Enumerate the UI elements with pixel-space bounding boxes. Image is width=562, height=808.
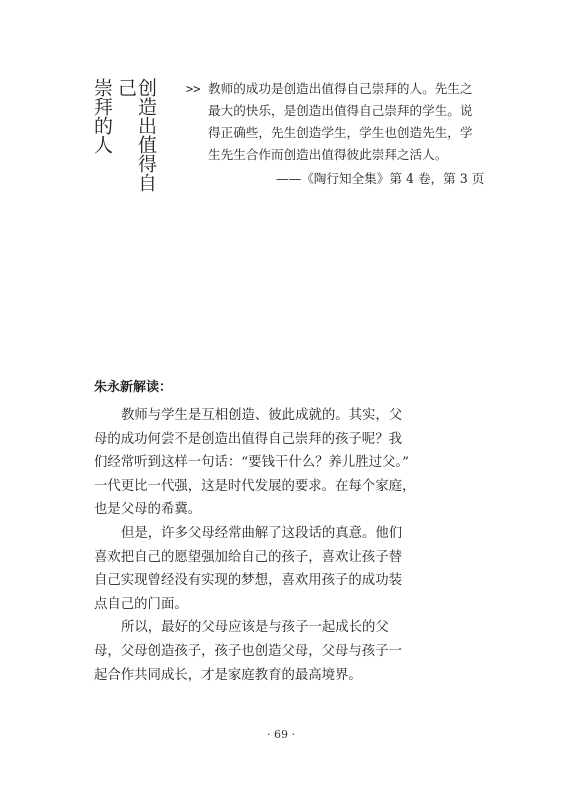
vertical-title <box>90 78 157 208</box>
paragraph-line: 也是父母的希冀。 <box>94 502 202 518</box>
quote-line: 得正确些，先生创造学生，学生也创造先生，学 <box>208 125 473 140</box>
commentary-heading: 朱永新解读： <box>94 380 173 395</box>
commentary-paragraph-3 <box>94 616 434 687</box>
paragraph-line: 们经常听到这样一句话：“要钱干什么？养儿胜过父。” <box>94 455 409 471</box>
quote-line: 最大的快乐，是创造出值得自己崇拜的学生。说 <box>208 103 473 118</box>
paragraph-line: 点自己的门面。 <box>94 596 188 612</box>
quote-line: 生先生合作而创造出值得彼此崇拜之活人。 <box>208 147 448 162</box>
commentary <box>94 378 434 687</box>
paragraph-line: 母的成功何尝不是创造出值得自己崇拜的孩子呢？我 <box>94 431 402 447</box>
title-column-1: 创造出值得自己 <box>115 78 157 192</box>
paragraph-line: 起合作共同成长，才是家庭教育的最高境界。 <box>94 667 362 683</box>
title-column-2: 崇拜的人 <box>91 78 113 154</box>
commentary-paragraph-1 <box>94 404 434 522</box>
paragraph-line: 一代更比一代强，这是时代发展的要求。在每个家庭， <box>94 478 416 494</box>
paragraph-line: 母，父母创造孩子，孩子也创造父母，父母与孩子一 <box>94 643 402 659</box>
commentary-paragraph-2 <box>94 522 434 616</box>
page-number: · 69 · <box>267 728 295 741</box>
paragraph-line: 喜欢把自己的愿望强加给自己的孩子，喜欢让孩子替 <box>94 549 402 565</box>
quote-source: ——《陶行知全集》第 4 卷，第 3 页 <box>276 171 485 186</box>
paragraph-line: 所以，最好的父母应该是与孩子一起成长的父 <box>121 620 389 636</box>
quote-marker: >> <box>186 82 201 96</box>
paragraph-line: 教师与学生是互相创造、彼此成就的。其实，父 <box>121 408 403 423</box>
quote-line: 教师的成功是创造出值得自己崇拜的人。先生之 <box>208 81 473 96</box>
paragraph-line: 但是，许多父母经常曲解了这段话的真意。他们 <box>121 525 403 541</box>
paragraph-line: 自己实现曾经没有实现的梦想，喜欢用孩子的成功装 <box>94 573 402 589</box>
